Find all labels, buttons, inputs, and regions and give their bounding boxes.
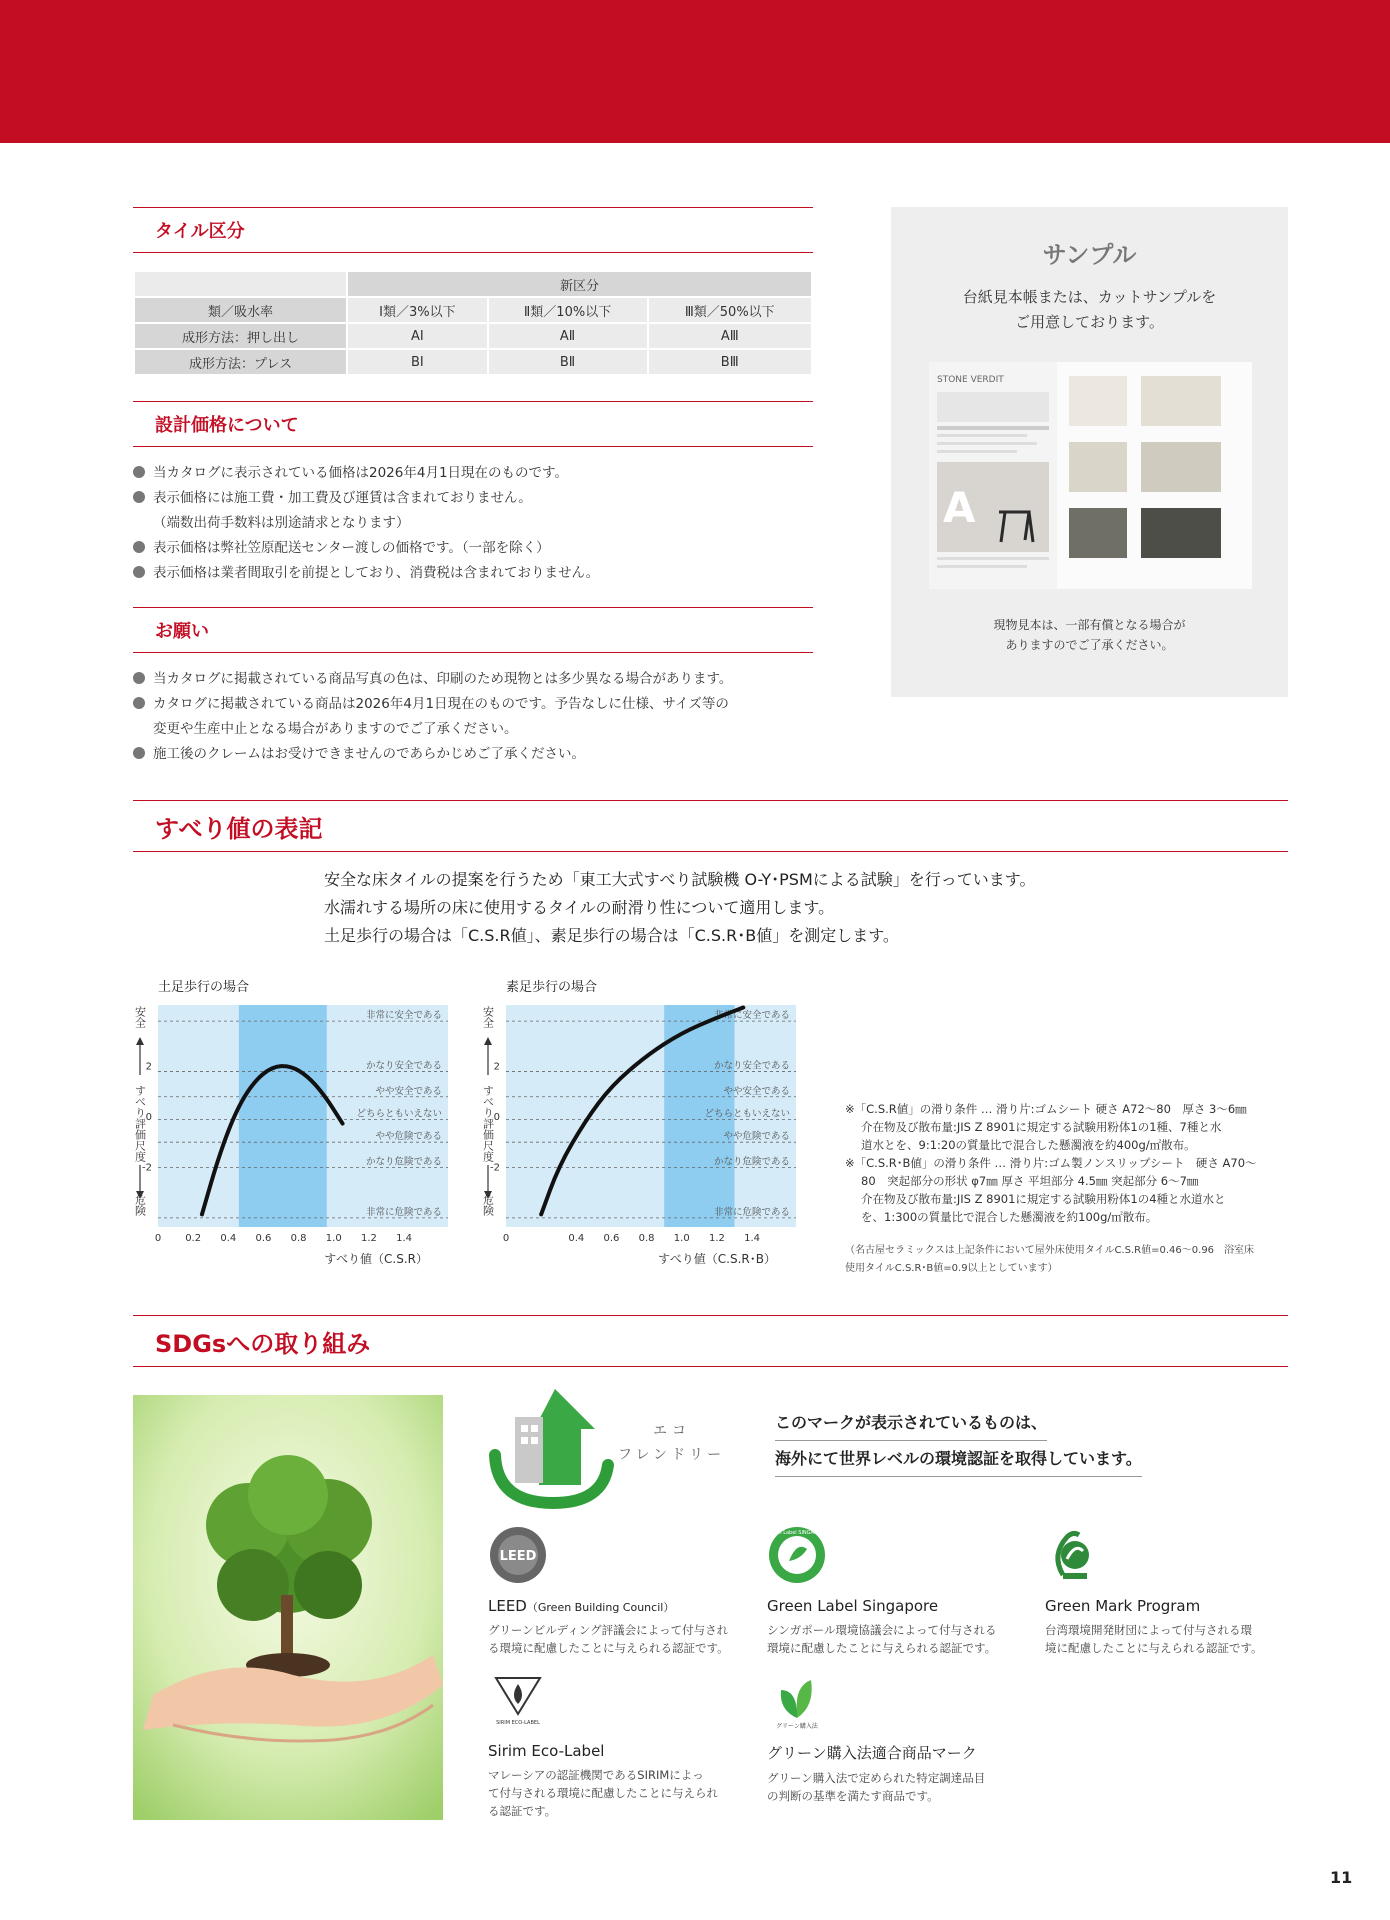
list-item: （端数出荷手数料は別途請求となります） <box>153 515 410 531</box>
sample-title: サンプル <box>1042 241 1137 269</box>
leed-icon <box>488 1525 548 1585</box>
cert-description: 台湾環境開発財団によって付与される環 境に配慮したことに与えられる認証です。 <box>1045 1623 1263 1655</box>
bullet-icon <box>133 566 145 578</box>
price-section-title: 設計価格について <box>155 415 299 436</box>
cert-name: Sirim Eco-Label <box>488 1742 605 1760</box>
cert-green-purchasing <box>767 1670 1027 1805</box>
table-header-cell: Ⅱ類／10%以下 <box>488 297 648 323</box>
x-tick-label: 1.4 <box>396 1233 413 1244</box>
band-label: やや安全である <box>723 1085 790 1097</box>
sdgs-section-title: SDGsへの取り組み <box>155 1329 371 1358</box>
page-number: 11 <box>1330 1868 1353 1887</box>
bullet-icon <box>133 697 145 709</box>
slip-intro: 安全な床タイルの提案を行うため「東工大式すべり試験機 O-Y･PSMによる試験」を行っています。 水濡れする場所の床に使用するタイルの耐滑り性について適用します。 土足歩行の場合は「C.S.R値」、素足歩行の場合は「C.S.R･B値」を測定します。 <box>324 870 1036 945</box>
list-item: 表示価格は業者間取引を前提としており、消費税は含まれておりません。 <box>133 561 813 586</box>
price-section-heading <box>133 401 813 447</box>
request-section-title: お願い <box>155 621 209 642</box>
list-item: 表示価格には施工費・加工費及び運賃は含まれておりません。 <box>133 486 813 511</box>
band-label: やや危険である <box>723 1131 790 1143</box>
bullet-icon <box>133 541 145 553</box>
bullet-icon <box>133 747 145 759</box>
y-bottom-label: 危険 <box>481 1194 495 1216</box>
table-cell: BⅠ <box>347 349 488 375</box>
y-top-label: 安全 <box>481 1006 495 1028</box>
price-notes-list <box>133 461 813 586</box>
band-label: かなり安全である <box>365 1060 442 1072</box>
tile-section-heading <box>133 207 813 253</box>
chart-title: 素足歩行の場合 <box>506 980 598 995</box>
sample-catalog-image <box>929 362 1252 589</box>
y-top-label: 安全 <box>133 1006 147 1028</box>
request-notes-list <box>133 667 813 767</box>
y-arrowhead-up <box>484 1037 492 1045</box>
band-label: どちらともいえない <box>704 1108 790 1120</box>
table-row <box>134 349 812 375</box>
svg-text:LEED: LEED <box>499 1549 537 1564</box>
table-group-header: 新区分 <box>347 271 812 297</box>
x-tick-label: 1.0 <box>673 1233 690 1244</box>
brochure-title: STONE VERDIT <box>937 375 1004 385</box>
table-cell: 成形方法：押し出し <box>134 323 347 349</box>
list-item: 表示価格は弊社笠原配送センター渡しの価格です。（一部を除く） <box>133 536 813 561</box>
y-arrowhead-up <box>136 1037 144 1045</box>
cert-leed: LEED LEED（Green Building Council） グリーンビルディング評議会によって付与され る環境に配慮したことに与えられる認証です。 <box>488 1525 748 1657</box>
chart-csrb-svg <box>476 975 798 1277</box>
eco-friendly-logo <box>483 1385 748 1510</box>
header-bar <box>0 0 1390 143</box>
list-item: 変更や生産中止となる場合がありますのでご了承ください。 <box>153 721 518 737</box>
x-axis-label: すべり値（C.S.R･B） <box>658 1252 776 1266</box>
table-cell: BⅢ <box>648 349 813 375</box>
sample-note: 現物見本は、一部有償となる場合が ありますのでご了承ください。 <box>993 618 1186 652</box>
table-cell: AⅢ <box>648 323 813 349</box>
tree-in-hand-photo <box>133 1395 443 1820</box>
band-label: 非常に危険である <box>713 1206 790 1218</box>
green-mark-icon <box>1045 1525 1105 1585</box>
list-item: 当カタログに掲載されている商品写真の色は、印刷のため現物とは多少異なる場合があります。 <box>133 667 813 692</box>
y-bottom-label: 危険 <box>133 1194 147 1216</box>
table-header-cell: Ⅲ類／50%以下 <box>648 297 813 323</box>
table-header-cell: 類／吸水率 <box>134 297 347 323</box>
cert-green-label-singapore <box>767 1525 1027 1657</box>
sirim-eco-label-icon <box>488 1670 548 1730</box>
eco-label-line2: フレンドリー <box>618 1447 726 1463</box>
table-header-cell: Ⅰ類／3%以下 <box>347 297 488 323</box>
tile-classification-table <box>133 270 813 376</box>
bullet-icon <box>133 491 145 503</box>
x-tick-label: 0.4 <box>220 1233 237 1244</box>
svg-text:A: A <box>943 483 976 532</box>
list-item: 施工後のクレームはお受けできませんのであらかじめご了承ください。 <box>133 742 813 767</box>
cert-name: Green Label Singapore <box>767 1597 939 1615</box>
table-cell: AⅠ <box>347 323 488 349</box>
x-tick-label: 0.8 <box>290 1233 307 1244</box>
sample-box <box>891 207 1288 697</box>
chart-csrb <box>476 975 798 1277</box>
slip-footnote: （名古屋セラミックスは上記条件において屋外床使用タイルC.S.R値=0.46～0.96 浴室床 使用タイルC.S.R･B値=0.9以上としています） <box>845 1245 1255 1274</box>
table-row <box>134 323 812 349</box>
x-tick-label: 1.2 <box>360 1233 377 1244</box>
cert-name: LEED <box>488 1597 527 1615</box>
cert-description: グリーン購入法で定められた特定調達品目 の判断の基準を満たす商品です。 <box>767 1771 986 1803</box>
y-tick-label: 2 <box>493 1061 500 1073</box>
svg-text:グリーン購入法: グリーン購入法 <box>776 1723 818 1730</box>
cert-name: グリーン購入法適合商品マーク <box>767 1744 977 1762</box>
y-tick-label: 0 <box>145 1112 152 1123</box>
bullet-icon <box>133 672 145 684</box>
x-axis-label: すべり値（C.S.R） <box>324 1252 428 1266</box>
svg-text:Green Label SINGAPORE: Green Label SINGAPORE <box>767 1530 827 1536</box>
slip-section-title: すべり値の表記 <box>155 814 323 843</box>
slip-conditions: ※「C.S.R値」の滑り条件 … 滑り片:ゴムシート 硬さ A72～80 厚さ 3～6㎜ 介在物及び散布量:JIS Z 8901に規定する試験用粉体1の1種、7種と水 道水とを、9:1:20の質量比で混合した懸濁液を約400g/㎡散布。 ※「C.S.R･B値」の滑り条件 … 滑り片:ゴム製ノンスリップシート 硬さ A70～ 80 突起部分の形状 φ7㎜ 厚さ 平坦部分 4.5㎜ 突起部分 6～7㎜ 介在物及び散布量:JIS Z 8901に規定する試験用粉体1の4種と水道水と を、1:300の質量比で混合した懸濁液を約100g/㎡散布。 <box>845 1102 1257 1224</box>
x-tick-label: 0.6 <box>603 1233 620 1244</box>
x-tick-label: 1.4 <box>744 1233 761 1244</box>
x-tick-label: 0.8 <box>638 1233 655 1244</box>
y-tick-label: 2 <box>145 1061 152 1073</box>
highlight-range <box>239 1005 327 1227</box>
sample-description: 台紙見本帳または、カットサンプルを ご用意しております。 <box>962 288 1217 331</box>
band-label: かなり安全である <box>713 1060 790 1072</box>
eco-label-line1: エコ <box>653 1423 691 1439</box>
eco-headline: このマークが表示されているものは、 海外にて世界レベルの環境認証を取得しています。 <box>775 1405 1175 1477</box>
cert-description: シンガポール環境協議会によって付与される 環境に配慮したことに与えられる認証です。 <box>767 1623 997 1655</box>
cert-sirim <box>488 1670 748 1820</box>
band-label: 非常に安全である <box>365 1010 442 1022</box>
x-tick-label: 0 <box>502 1233 510 1244</box>
x-tick-label: 0.6 <box>255 1233 272 1244</box>
x-tick-label: 1.2 <box>708 1233 725 1244</box>
green-purchasing-icon <box>767 1670 827 1730</box>
band-label: かなり危険である <box>713 1156 790 1168</box>
cert-description: グリーンビルディング評議会によって付与され る環境に配慮したことに与えられる認証です。 <box>488 1623 729 1655</box>
band-label: どちらともいえない <box>356 1108 442 1120</box>
x-tick-label: 0.2 <box>185 1233 202 1244</box>
band-label: やや危険である <box>375 1131 442 1143</box>
request-section-heading <box>133 607 813 653</box>
cert-description: マレーシアの認証機関であるSIRIMによっ て付与される環境に配慮したことに与えられ る認証です。 <box>488 1768 718 1818</box>
y-axis-label: すべり評価尺度 <box>481 1085 495 1162</box>
table-cell: AⅡ <box>488 323 648 349</box>
band-label: 非常に危険である <box>365 1206 442 1218</box>
slip-section-heading <box>133 800 1288 852</box>
y-tick-label: -2 <box>490 1162 500 1174</box>
band-label: やや安全である <box>375 1085 442 1097</box>
cert-green-mark <box>1045 1525 1290 1657</box>
bullet-icon <box>133 466 145 478</box>
cert-name: Green Mark Program <box>1045 1597 1201 1615</box>
sdgs-section-heading <box>133 1315 1288 1367</box>
y-tick-label: 0 <box>493 1112 500 1123</box>
x-tick-label: 0.4 <box>568 1233 585 1244</box>
green-label-icon <box>767 1525 827 1585</box>
x-tick-label: 0 <box>154 1233 162 1244</box>
list-item: カタログに掲載されている商品は2026年4月1日現在のものです。予告なしに仕様、サイズ等の <box>133 692 813 717</box>
svg-text:SIRIM ECO-LABEL: SIRIM ECO-LABEL <box>496 1720 540 1726</box>
list-item: 当カタログに表示されている価格は2026年4月1日現在のものです。 <box>133 461 813 486</box>
table-cell: 成形方法：プレス <box>134 349 347 375</box>
band-label: かなり危険である <box>365 1156 442 1168</box>
band-label: 非常に安全である <box>713 1010 790 1022</box>
tile-section-title: タイル区分 <box>155 221 245 242</box>
y-tick-label: -2 <box>142 1162 152 1174</box>
y-axis-label: すべり評価尺度 <box>133 1085 147 1162</box>
x-tick-label: 1.0 <box>325 1233 342 1244</box>
table-cell: BⅡ <box>488 349 648 375</box>
chart-title: 土足歩行の場合 <box>158 980 250 995</box>
chart-csr <box>128 975 450 1277</box>
chart-csr-svg <box>128 975 450 1277</box>
